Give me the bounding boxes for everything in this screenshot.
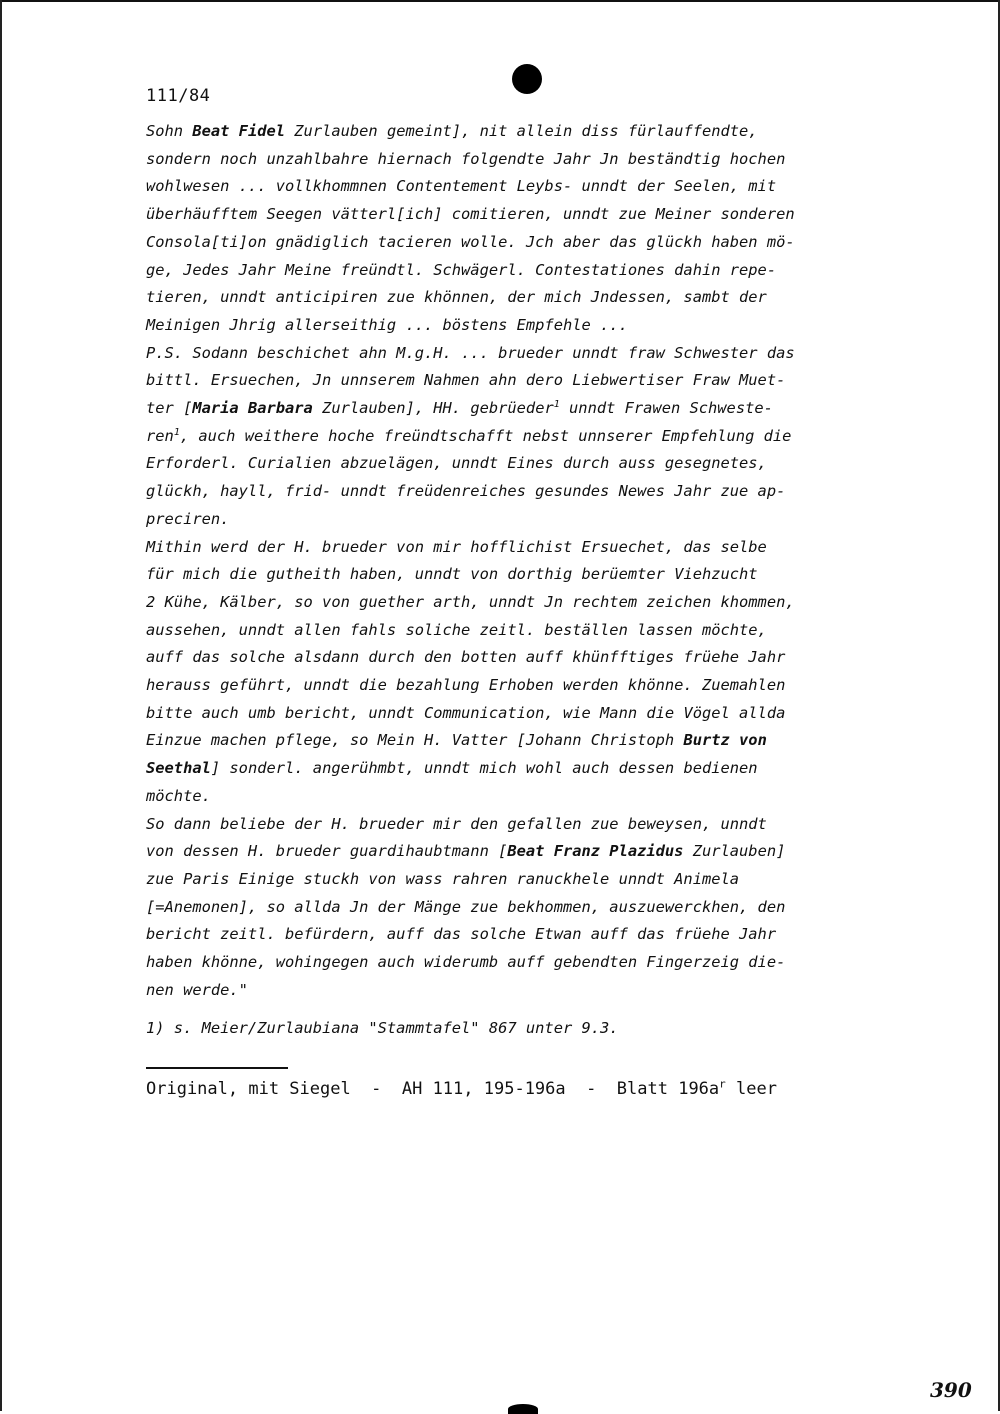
text-line <box>146 312 916 340</box>
source-superscript: r <box>719 1077 726 1091</box>
text-line <box>146 340 916 368</box>
text-segment: nen werde." <box>146 980 248 999</box>
text-segment: , auch weithere hoche freündtschafft nebst unnserer Empfehlung die <box>179 426 792 445</box>
text-line <box>146 949 916 977</box>
text-segment: Consola[ti]on gnädiglich tacieren wolle. Jch aber das glückh haben mö- <box>146 232 795 251</box>
text-line <box>146 894 916 922</box>
text-line <box>146 589 916 617</box>
text-segment: zue Paris Einige stuckh von wass rahren ranuckhele unndt Animela <box>146 869 740 888</box>
text-line <box>146 257 916 285</box>
text-line <box>146 201 916 229</box>
text-segment: Meinigen Jhrig allerseithig ... böstens Empfehle ... <box>146 315 628 334</box>
text-segment: für mich die gutheith haben, unndt von dorthig berüemter Viehzucht <box>146 565 758 584</box>
name-emphasis: Beat Fidel <box>192 122 286 140</box>
text-segment: P.S. Sodann beschichet ahn M.g.H. ... brueder unndt fraw Schwester das <box>146 343 795 362</box>
text-line <box>146 173 916 201</box>
text-line <box>146 450 916 478</box>
text-segment: glückh, hayll, frid- unndt freüdenreiches gesundes Newes Jahr zue ap- <box>146 482 786 501</box>
text-line <box>146 367 916 395</box>
text-line <box>146 921 916 949</box>
text-line <box>146 783 916 811</box>
text-line <box>146 506 916 534</box>
text-line <box>146 478 916 506</box>
text-segment: Zurlauben] <box>683 842 786 861</box>
footnote: 1) s. Meier/Zurlaubiana "Stammtafel" 867 unter 9.3. <box>146 1019 619 1037</box>
text-segment: Sohn <box>146 122 193 140</box>
text-line <box>146 977 916 1005</box>
text-segment: bittl. Ersuechen, Jn unnserem Nahmen ahn dero Liebwertiser Fraw Muet- <box>146 371 786 390</box>
text-segment: Zurlauben gemeint], nit allein diss fürlauffendte, <box>285 122 758 140</box>
text-segment: Zurlauben], HH. gebrüeder <box>312 399 554 418</box>
text-segment: auff das solche alsdann durch den botten auff khünfftiges früehe Jahr <box>146 648 786 667</box>
text-segment: Erforderl. Curialien abzuelägen, unndt Eines durch auss gesegnetes, <box>146 454 767 473</box>
text-segment: Mithin werd der H. brueder von mir hofflichist Ersuechet, das selbe <box>146 537 767 556</box>
text-line <box>146 534 916 562</box>
text-line <box>146 561 916 589</box>
bottom-edge-mark <box>508 1404 538 1414</box>
name-emphasis: Beat Franz Plazidus <box>507 842 684 861</box>
punch-hole-mark <box>512 64 542 94</box>
text-segment: [=Anemonen], so allda Jn der Mänge zue bekhommen, auszuewerckhen, den <box>146 897 786 916</box>
text-segment: sondern noch unzahlbahre hiernach folgendte Jahr Jn beständtig hochen <box>146 149 786 168</box>
page-number: 390 <box>930 1378 972 1402</box>
text-segment: haben khönne, wohingegen auch widerumb auff gebendten Fingerzeig die- <box>146 953 786 972</box>
name-emphasis: Burtz von <box>683 731 767 750</box>
document-number: 111/84 <box>146 86 211 106</box>
text-line <box>146 755 916 783</box>
text-line <box>146 617 916 645</box>
text-segment: tieren, unndt anticipiren zue khönnen, der mich Jndessen, sambt der <box>146 288 767 307</box>
name-emphasis: Seethal <box>146 759 211 778</box>
name-emphasis: Maria Barbara <box>192 399 313 418</box>
text-segment: bericht zeitl. befürdern, auff das solche Etwan auff das früehe Jahr <box>146 925 777 944</box>
text-segment: ge, Jedes Jahr Meine freündtl. Schwägerl. Contestationes dahin repe- <box>146 260 777 279</box>
text-line <box>146 284 916 312</box>
text-line <box>146 838 916 866</box>
source-suffix: leer <box>725 1079 777 1099</box>
text-segment: von dessen H. brueder guardihaubtmann [ <box>146 842 508 861</box>
text-segment: möchte. <box>146 786 211 805</box>
text-segment: preciren. <box>146 509 230 528</box>
text-line <box>146 811 916 839</box>
text-line <box>146 146 916 174</box>
text-segment: wohlwesen ... vollkhommnen Contentement Leybs- unndt der Seelen, mit <box>146 177 777 196</box>
text-line <box>146 395 916 423</box>
text-line <box>146 644 916 672</box>
footnote-marker: 1 <box>553 398 560 410</box>
text-segment: ter [ <box>146 399 193 418</box>
text-line <box>146 700 916 728</box>
page-border <box>0 0 1000 2</box>
text-segment: überhäufftem Seegen vätterl[ich] comitieren, unndt zue Meiner sonderen <box>146 205 795 224</box>
page-border-left <box>0 0 2 1411</box>
source-text: Original, mit Siegel - AH 111, 195-196a - Blatt 196a <box>146 1079 720 1099</box>
text-segment: ren <box>146 426 174 445</box>
text-segment: ] sonderl. angerühmbt, unndt mich wohl auch dessen bedienen <box>210 759 758 778</box>
text-segment: bitte auch umb bericht, unndt Communication, wie Mann die Vögel allda <box>146 703 786 722</box>
text-segment: Einzue machen pflege, so Mein H. Vatter [Johann Christoph <box>146 731 684 750</box>
text-segment: So dann beliebe der H. brueder mir den gefallen zue beweysen, unndt <box>146 814 767 833</box>
text-segment: unndt Frawen Schweste- <box>559 399 773 418</box>
footnote-marker: 1 <box>173 426 180 438</box>
text-segment: 2 Kühe, Kälber, so von guether arth, unndt Jn rechtem zeichen khommen, <box>146 592 795 611</box>
letter-body <box>146 118 916 1005</box>
text-line <box>146 229 916 257</box>
text-line <box>146 672 916 700</box>
text-line <box>146 118 916 146</box>
text-segment: herauss geführt, unndt die bezahlung Erhoben werden khönne. Zuemahlen <box>146 676 786 695</box>
text-segment: aussehen, unndt allen fahls soliche zeitl. beställen lassen möchte, <box>146 620 767 639</box>
text-line <box>146 866 916 894</box>
text-line <box>146 727 916 755</box>
source-reference <box>146 1079 777 1099</box>
separator-rule <box>146 1067 288 1069</box>
text-line <box>146 423 916 451</box>
